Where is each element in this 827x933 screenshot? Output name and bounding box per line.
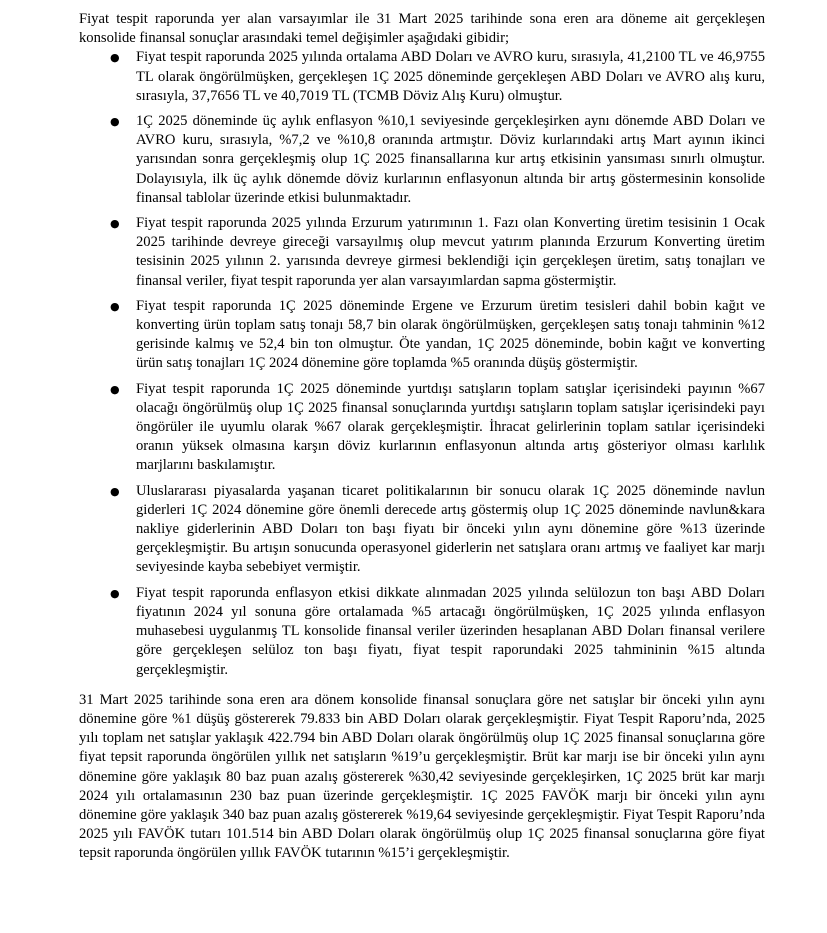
list-item-text: Fiyat tespit raporunda 2025 yılında ortalama ABD Doları ve AVRO kuru, sırasıyla, 41,2100 TL ve 46,9755 TL olarak öngörülmüşken, gerçekleşen 1Ç 2025 döneminde gerçekleşen ABD Doları ve AVRO alış kuru, sırasıyla, 37,7656 TL ve 40,7019 TL (TCMB Döviz Alış Kuru) olmuştur. [136,49,765,104]
bullet-icon: ● [110,51,120,65]
list-item-text: Fiyat tespit raporunda 1Ç 2025 döneminde yurtdışı satışların toplam satışlar içerisindeki payının %67 olacağı öngörülmüş olup 1Ç 2025 finansal sonuçlarında yurtdışı satışların toplam satışlar içerisindeki payı öngörüler ile uyumlu olarak %67 olarak gerçekleşmiştir. İhracat gelirlerinin toplam satılar içerisindeki oranın yüksek olmasına karşın döviz kurlarının enflasyonun altında artış gösteriyor olması karlılık marjlarını baskılamıştır. [136,380,765,474]
bullet-icon: ● [110,299,120,313]
list-item-text: Fiyat tespit raporunda 1Ç 2025 döneminde Ergene ve Erzurum üretim tesisleri dahil bobin kağıt ve konverting ürün toplam satış tonajı 58,7 bin olarak öngörülmüşken, gerçekleşen satış tonajı tahminin %12 gerisinde kalmış ve 52,4 bin ton olmuştur. Öte yandan, 1Ç 2025 döneminde, bobin kağıt ve konverting ürün satış tonajları 1Ç 2024 dönemine göre toplamda %5 oranında düşüş göstermiştir. [136,297,765,372]
bullet-icon: ● [110,484,120,498]
list-item [79,48,765,106]
intro-paragraph: Fiyat tespit raporunda yer alan varsayımlar ile 31 Mart 2025 tarihinde sona eren ara döneme ait gerçekleşen konsolide finansal sonuçlar arasındaki temel değişimler aşağıdaki gibidir; [79,11,765,47]
list-item-text: Uluslararası piyasalarda yaşanan ticaret politikalarının bir sonucu olarak 1Ç 2025 döneminde navlun giderleri 1Ç 2024 dönemine göre önemli derecede artış göstermiş olup 1Ç 2025 döneminde navlun&kara nakliye giderlerinin ABD Doları ton başı fiyatı bir önceki yılın aynı dönemine göre %13 üzerinde gerçekleşmiştir. Bu artışın sonucunda operasyonel giderlerin net satışlara oranı artmış ve faaliyet kar marjı seviyesinde kayba sebebiyet vermiştir. [136,482,765,576]
bullet-icon: ● [110,217,120,231]
bullet-icon: ● [110,115,120,129]
list-item [79,214,765,291]
list-item-text: Fiyat tespit raporunda 2025 yılında Erzurum yatırımının 1. Fazı olan Konverting üretim tesisinin 1 Ocak 2025 tarihinde devreye gireceği varsayılmış olup mevcut yatırım planında Erzurum Konverting üretim tesisinin 2025 yılının 2. yarısında devreye girmesi beklendiği için gerçekleşen üretim, satış tonajları ve finansal veriler, fiyat tespit raporunda yer alan varsayımlardan sapma göstermiştir. [136,215,765,289]
bullet-icon: ● [110,382,120,396]
bullet-list [79,48,765,679]
list-item [79,380,765,476]
list-item [79,297,765,374]
bullet-icon: ● [110,586,120,600]
list-item-text: 1Ç 2025 döneminde üç aylık enflasyon %10,1 seviyesinde gerçekleşirken aynı dönemde ABD Doları ve AVRO kuru, sırasıyla, %7,2 ve %10,8 oranında artmıştır. Döviz kurlarındaki artış Mart ayının ikinci yarısından sonra gerçekleşmiş olup 1Ç 2025 finansallarına kur artış etkisinin yansıması sınırlı olmuştur. Dolayısıyla, ilk üç aylık dönemde döviz kurlarının enflasyonun altında bir artış göstermesinin konsolide finansal tablolar üzerinde etkisi bulunmaktadır. [136,113,765,206]
list-item [79,584,765,680]
list-item-text: Fiyat tespit raporunda enflasyon etkisi dikkate alınmadan 2025 yılında selülozun ton başı ABD Doları fiyatının 2024 yıl sonuna göre ortalamada %5 artacağı öngörülmüşken, 1Ç 2025 yılında enflasyon muhasebesi uygulanmış TL konsolide finansal veriler üzerinden hesaplanan ABD Doları finansal verilere göre gerçekleşen selüloz ton başı fiyatı, fiyat tespit raporundaki 2025 tahmininin %15 altında gerçekleşmiştir. [136,584,765,678]
list-item [79,112,765,208]
closing-paragraph: 31 Mart 2025 tarihinde sona eren ara dönem konsolide finansal sonuçlara göre net satışlar bir önceki yılın aynı dönemine göre %1 düşüş göstererek 79.833 bin ABD Doları olarak gerçekleşmiştir. Fiyat Tespit Raporu’nda, 2025 yılı toplam net satışlar yaklaşık 422.794 bin ABD Doları olarak öngörülmüş olup 1Ç 2025 finansal sonuçlarına göre fiyat tepsit raporunda öngörülen yıllık net satışların %19’u gerçekleşmiştir. Brüt kar marjı ise bir önceki yılın aynı dönemine göre yaklaşık 80 baz puan azalış göstererek %30,42 seviyesinde gerçekleşirken, 1Ç 2025 brüt kar marjı 2024 yılı ortalamasının 230 baz puan üzerinde gerçekleşmiştir. 1Ç 2025 FAVÖK marjı bir önceki yılın aynı dönemine göre yaklaşık 340 baz puan azalış göstererek %19,64 seviyesinde gerçekleşmiştir. Fiyat Tespit Raporu’nda 2025 yılı FAVÖK tutarı 101.514 bin ABD Doları olarak öngörülmüş olup 1Ç 2025 finansal sonuçlarına göre fiyat tepsit raporunda öngörülen yıllık FAVÖK tutarının %15’i gerçekleşmiştir. [79,691,765,862]
list-item [79,482,765,578]
